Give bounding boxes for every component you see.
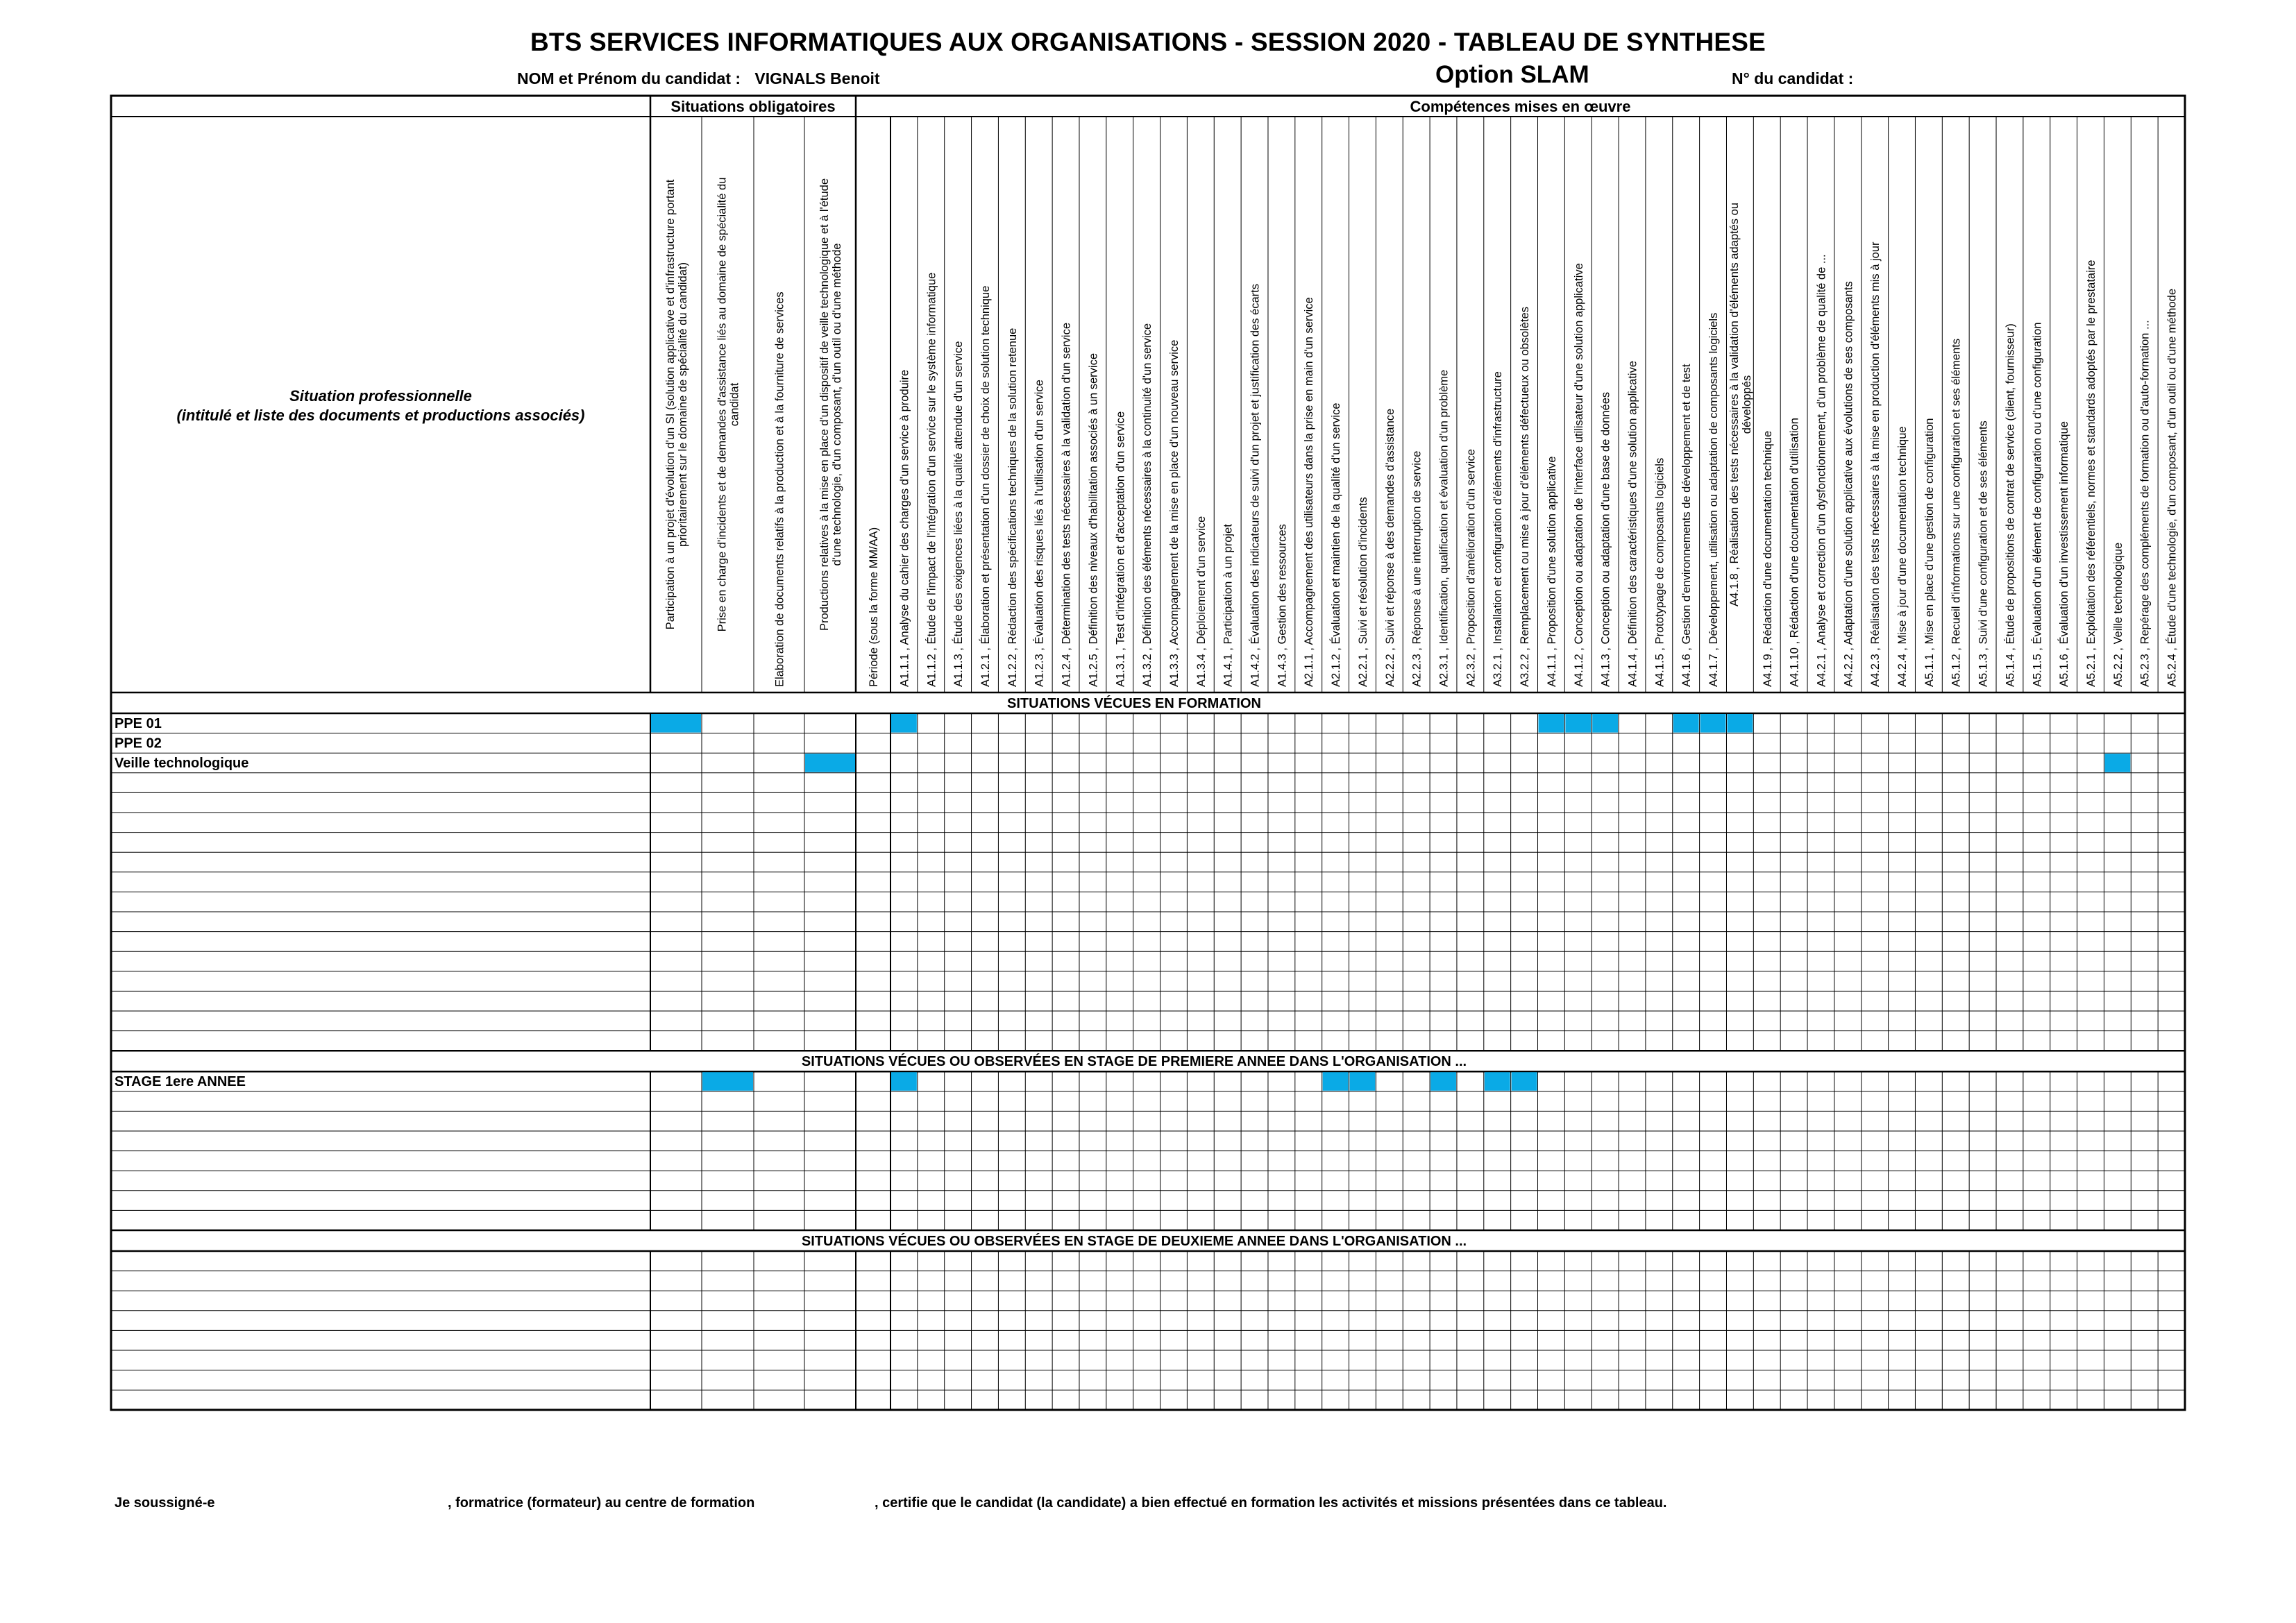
filled-cell[interactable] — [1727, 714, 1753, 733]
column-header-label: A2.3.1 , Identification, qualification et évaluation d'un problème — [1437, 369, 1451, 687]
column-header-label: A1.3.1 , Test d'intégration et d'acceptation d'un service — [1114, 411, 1127, 687]
column-header-label: A1.1.3 , Étude des exigences liées à la qualité attendue d'un service — [952, 341, 965, 687]
column-header-label: A4.1.3 , Conception ou adaptation d'une base de données — [1599, 391, 1612, 687]
section-title: SITUATIONS VÉCUES EN FORMATION — [1007, 696, 1261, 711]
column-header-label: A1.4.1 , Participation à un projet — [1222, 524, 1235, 687]
column-header-label: A5.1.6 , Évaluation d'un investissement informatique — [2058, 421, 2071, 687]
column-header-label: A2.2.1 , Suivi et résolution d'incidents — [1356, 497, 1369, 687]
column-header-label: A4.1.4 , Définition des caractéristiques d'une solution applicative — [1626, 360, 1639, 687]
column-header-label: A4.2.1 , Analyse et correction d'un dysfonctionnement, d'un problème de qualité de ... — [1815, 254, 1828, 687]
filled-cell[interactable] — [2104, 754, 2130, 772]
column-header-label: A5.1.5 , Évaluation d'un élément de configuration ou d'une configuration — [2031, 322, 2044, 687]
filled-cell[interactable] — [1512, 1072, 1537, 1091]
column-header-label: A5.2.1 , Exploitation des référentiels, normes et standards adoptés par le prestataire — [2085, 260, 2098, 687]
filled-cell[interactable] — [1565, 714, 1591, 733]
column-header-label: Participation à un projet d'évolution d'un SI (solution applicative et d'infrastructure portant — [664, 179, 677, 630]
column-header-label: A5.1.1 , Mise en place d'une gestion de configuration — [1923, 418, 1936, 687]
section-title: SITUATIONS VÉCUES OU OBSERVÉES EN STAGE DE PREMIERE ANNEE DANS L'ORGANISATION ... — [801, 1054, 1467, 1070]
filled-cell[interactable] — [891, 714, 917, 733]
column-header-label: candidat — [728, 382, 741, 427]
column-header-label: A1.2.2 , Rédaction des spécifications techniques de la solution retenue — [1006, 328, 1019, 687]
filled-cell[interactable] — [1350, 1072, 1376, 1091]
column-header-label: A4.1.5 , Prototypage de composants logiciels — [1653, 457, 1666, 687]
column-header-label: d'une technologie, d'un composant, d'un outil ou d'une méthode — [831, 243, 843, 566]
candidate-name-label: NOM et Prénom du candidat : — [517, 69, 741, 87]
column-header-label: A4.1.9 , Rédaction d'une documentation technique — [1761, 430, 1774, 687]
column-header-label: Prise en charge d'incidents et de demandes d'assistance liés au domaine de spécialité du — [716, 177, 729, 632]
column-header-label: A2.1.1 , Accompagnement des utilisateurs dans la prise en main d'un service — [1303, 297, 1316, 687]
column-header-label: A4.1.1 , Proposition d'une solution applicative — [1545, 456, 1558, 687]
column-header-label: A3.2.1 , Installation et configuration d'éléments d'infrastructure — [1492, 371, 1505, 687]
filled-cell[interactable] — [1485, 1072, 1510, 1091]
row-label: PPE 02 — [115, 736, 162, 751]
column-header-label: A2.1.2 , Évaluation et maintien de la qualité d'un service — [1330, 402, 1343, 687]
option-label: Option SLAM — [1435, 61, 1589, 88]
column-header-label: A4.1.7 , Développement, utilisation ou adaptation de composants logiciels — [1707, 312, 1721, 687]
column-header-label: A2.2.3 , Réponse à une interruption de service — [1410, 450, 1424, 687]
column-header-label: A2.3.2 , Proposition d'amélioration d'un service — [1464, 449, 1478, 687]
column-header-label: A5.1.2 , Recueil d'informations sur une configuration et ses éléments — [1950, 338, 1963, 687]
column-header-label: A4.2.4 , Mise à jour d'une documentation technique — [1896, 426, 1909, 687]
column-header-label: A5.2.4 , Étude d'une technologie, d'un composant, d'un outil ou d'une méthode — [2166, 288, 2179, 687]
column-header-label: A1.1.2 , Étude de l'impact de l'intégration d'un service sur le système informatique — [925, 272, 938, 687]
candidate-number-label[interactable]: N° du candidat : — [1732, 69, 1854, 87]
footer-text-1: Je soussigné-e — [115, 1495, 215, 1511]
situation-header-title: Situation professionnelle — [289, 387, 472, 405]
column-header-label: prioritairement sur le domaine de spécialité du candidat) — [677, 262, 689, 547]
column-header-label: A1.4.2 , Évaluation des indicateurs de suivi d'un projet et justification des écarts — [1249, 284, 1262, 687]
filled-cell[interactable] — [1700, 714, 1726, 733]
column-header-label: développés — [1740, 375, 1753, 434]
column-header-label: A1.3.2 , Définition des éléments nécessaires à la continuité d'un service — [1141, 323, 1154, 687]
candidate-name-value[interactable]: VIGNALS Benoit — [754, 69, 880, 87]
filled-cell[interactable] — [651, 714, 701, 733]
filled-cell[interactable] — [1673, 714, 1699, 733]
column-header-label: A1.1.1 , Analyse du cahier des charges d'un service à produire — [898, 369, 911, 687]
filled-cell[interactable] — [1592, 714, 1618, 733]
column-header-label: A1.3.3 , Accompagnement de la mise en place d'un nouveau service — [1167, 339, 1181, 687]
column-header-label: A4.1.8 , Réalisation des tests nécessaires à la validation d'éléments adaptés ou — [1728, 203, 1741, 606]
column-header-label: A1.2.3 , Évaluation des risques liés à l'utilisation d'un service — [1033, 380, 1046, 687]
page-title: BTS SERVICES INFORMATIQUES AUX ORGANISATIONS - SESSION 2020 - TABLEAU DE SYNTHESE — [530, 28, 1766, 56]
column-header-label: A4.1.6 , Gestion d'environnements de développement et de test — [1680, 364, 1694, 687]
column-header-label: A1.3.4 , Déploiement d'un service — [1195, 516, 1208, 687]
column-header-label: A1.2.4 , Détermination des tests nécessaires à la validation d'un service — [1060, 322, 1073, 687]
situation-header-subtitle: (intitulé et liste des documents et productions associés) — [176, 407, 585, 424]
group-header-mandatory: Situations obligatoires — [670, 98, 836, 115]
row-label: Veille technologique — [115, 756, 249, 772]
column-header-label: A5.1.4 , Étude de propositions de contrat de service (client, fournisseur) — [2004, 323, 2017, 687]
column-header-label: A1.2.1 , Élaboration et présentation d'un dossier de choix de solution technique — [979, 285, 992, 687]
filled-cell[interactable] — [702, 1072, 753, 1091]
column-header-label: A4.2.3 , Réalisation des tests nécessaires à la mise en production d'éléments mis à jour — [1869, 241, 1882, 687]
filled-cell[interactable] — [891, 1072, 917, 1091]
column-header-label: A5.2.3 , Repérage des compléments de formation ou d'auto-formation ... — [2138, 320, 2152, 687]
section-title: SITUATIONS VÉCUES OU OBSERVÉES EN STAGE DE DEUXIEME ANNEE DANS L'ORGANISATION ... — [801, 1234, 1467, 1249]
column-header-label: A1.2.5 , Définition des niveaux d'habilitation associés à un service — [1087, 352, 1100, 687]
column-header-label: A3.2.2 , Remplacement ou mise à jour d'éléments défectueux ou obsolètes — [1519, 307, 1532, 687]
column-header-label: A1.4.3 , Gestion des ressources — [1276, 524, 1289, 687]
row-label: STAGE 1ere ANNEE — [115, 1074, 246, 1090]
filled-cell[interactable] — [1539, 714, 1564, 733]
column-header-label: A4.1.10 , Rédaction d'une documentation d'utilisation — [1788, 418, 1801, 687]
column-header-label: Elaboration de documents relatifs à la production et à la fourniture de services — [773, 291, 786, 687]
column-header-label: Productions relatives à la mise en place d'un dispositif de veille technologique et à l'étude — [818, 178, 831, 631]
column-header-label: Période (sous la forme MM/AA) — [868, 527, 880, 687]
column-header-label: A2.2.2 , Suivi et réponse à des demandes d'assistance — [1383, 408, 1396, 687]
column-header-label: A5.1.3 , Suivi d'une configuration et de ses éléments — [1977, 420, 1990, 687]
group-header-competences: Compétences mises en œuvre — [1410, 98, 1631, 115]
column-header-label: A4.1.2 , Conception ou adaptation de l'interface utilisateur d'une solution applicative — [1572, 263, 1585, 687]
filled-cell[interactable] — [805, 754, 855, 772]
row-label: PPE 01 — [115, 716, 162, 731]
column-header-label: A4.2.2 , Adaptation d'une solution applicative aux évolutions de ses composants — [1842, 281, 1855, 687]
column-header-label: A5.2.2 , Veille technologique — [2111, 542, 2125, 687]
filled-cell[interactable] — [1323, 1072, 1349, 1091]
footer-text-2: , formatrice (formateur) au centre de formation — [448, 1495, 755, 1511]
filled-cell[interactable] — [1430, 1072, 1456, 1091]
footer-certification — [0, 1495, 2296, 1516]
footer-text-3: , certifie que le candidat (la candidate) a bien effectué en formation les activités et missions présentées dans ce tableau. — [875, 1495, 1667, 1511]
